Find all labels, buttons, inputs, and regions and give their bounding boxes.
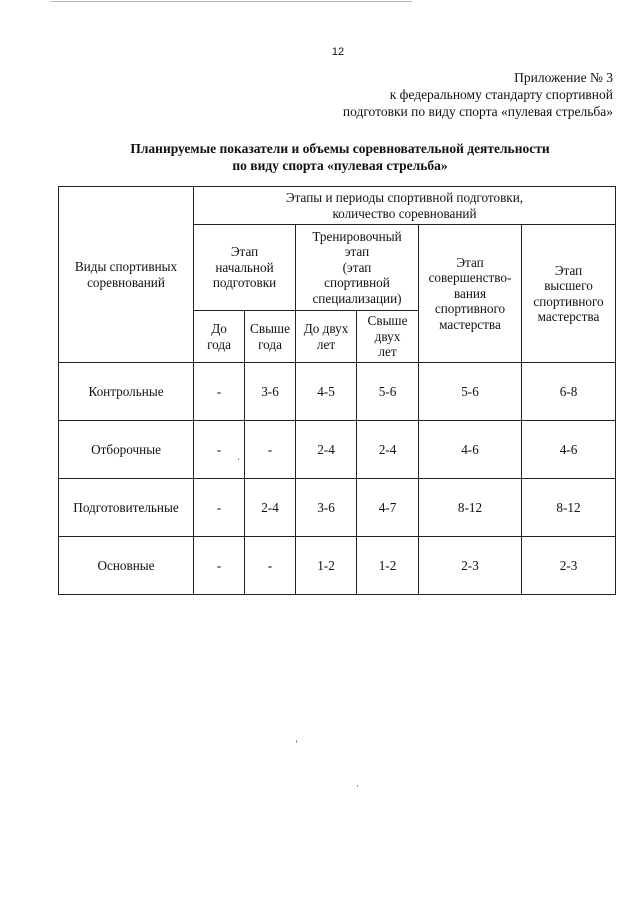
header-improvement-stage-text: Этап совершенство- вания спортивного мастерства [428, 254, 512, 332]
header-highest-stage [522, 225, 616, 363]
cell-initial-up-to-year: - [194, 363, 245, 421]
header-highest-stage-text: Этап высшего спортивного мастерства [533, 262, 604, 324]
cell-training-over-two: 5-6 [357, 363, 419, 421]
header-over-year [245, 311, 296, 363]
title-line-1: Планируемые показатели и объемы соревновательной деятельности [130, 141, 550, 156]
cell-improvement: 2-3 [419, 537, 522, 595]
competition-indicators-table [58, 186, 616, 595]
header-improvement-stage [419, 225, 522, 363]
cell-initial-over-year: 3-6 [245, 363, 296, 421]
cell-highest: 2-3 [522, 537, 616, 595]
header-initial-stage-text: Этап начальной подготовки [212, 244, 277, 291]
cell-competition-type: Основные [59, 537, 194, 595]
cell-competition-type: Контрольные [59, 363, 194, 421]
cell-initial-up-to-year: - [194, 479, 245, 537]
header-competition-types [59, 187, 194, 363]
cell-initial-over-year: 2-4 [245, 479, 296, 537]
cell-initial-up-to-year: - [194, 537, 245, 595]
cell-training-over-two: 1-2 [357, 537, 419, 595]
cell-training-over-two: 2-4 [357, 421, 419, 479]
header-stages-periods [194, 187, 616, 225]
scan-top-rule [50, 1, 412, 2]
document-title [80, 140, 600, 174]
table-row-control [59, 363, 616, 421]
cell-competition-type: Подготовительные [59, 479, 194, 537]
cell-initial-up-to-year: - [194, 421, 245, 479]
table-row-selection [59, 421, 616, 479]
title-line-2: по виду спорта «пулевая стрельба» [232, 158, 448, 173]
cell-training-up-to-two: 3-6 [296, 479, 357, 537]
header-over-two-years [357, 311, 419, 363]
header-competition-types-text: Виды спортивных соревнований [74, 259, 178, 290]
header-up-to-year [194, 311, 245, 363]
cell-highest: 8-12 [522, 479, 616, 537]
cell-training-over-two: 4-7 [357, 479, 419, 537]
header-up-to-year-text: До года [207, 321, 231, 352]
cell-training-up-to-two: 2-4 [296, 421, 357, 479]
cell-initial-over-year: - [245, 421, 296, 479]
cell-improvement: 5-6 [419, 363, 522, 421]
appendix-line-3: подготовки по виду спорта «пулевая стрельба» [342, 104, 613, 119]
header-over-two-years-text: Свыше двух лет [367, 313, 408, 360]
appendix-line-2: к федеральному стандарту спортивной [389, 87, 613, 102]
table-row-preparatory [59, 479, 616, 537]
header-up-to-two-years-text: До двух лет [303, 321, 349, 352]
cell-initial-over-year: - [245, 537, 296, 595]
header-up-to-two-years [296, 311, 357, 363]
table-row-main [59, 537, 616, 595]
appendix-heading [343, 69, 613, 120]
cell-improvement: 4-6 [419, 421, 522, 479]
scan-speck [357, 785, 358, 787]
cell-training-up-to-two: 4-5 [296, 363, 357, 421]
cell-improvement: 8-12 [419, 479, 522, 537]
header-row-stages [59, 187, 616, 225]
cell-competition-type: Отборочные [59, 421, 194, 479]
header-training-stage-text: Тренировочный этап (этап спортивной специализации) [312, 228, 402, 306]
scan-speck [238, 458, 239, 460]
page-number: 12 [331, 46, 345, 58]
cell-highest: 4-6 [522, 421, 616, 479]
header-initial-stage [194, 225, 296, 311]
cell-training-up-to-two: 1-2 [296, 537, 357, 595]
appendix-line-1: Приложение № 3 [514, 70, 613, 85]
header-training-stage [296, 225, 419, 311]
cell-highest: 6-8 [522, 363, 616, 421]
header-over-year-text: Свыше года [250, 321, 290, 352]
scan-speck [296, 740, 297, 743]
header-stages-periods-text: Этапы и периоды спортивной подготовки, количество соревнований [285, 190, 524, 221]
